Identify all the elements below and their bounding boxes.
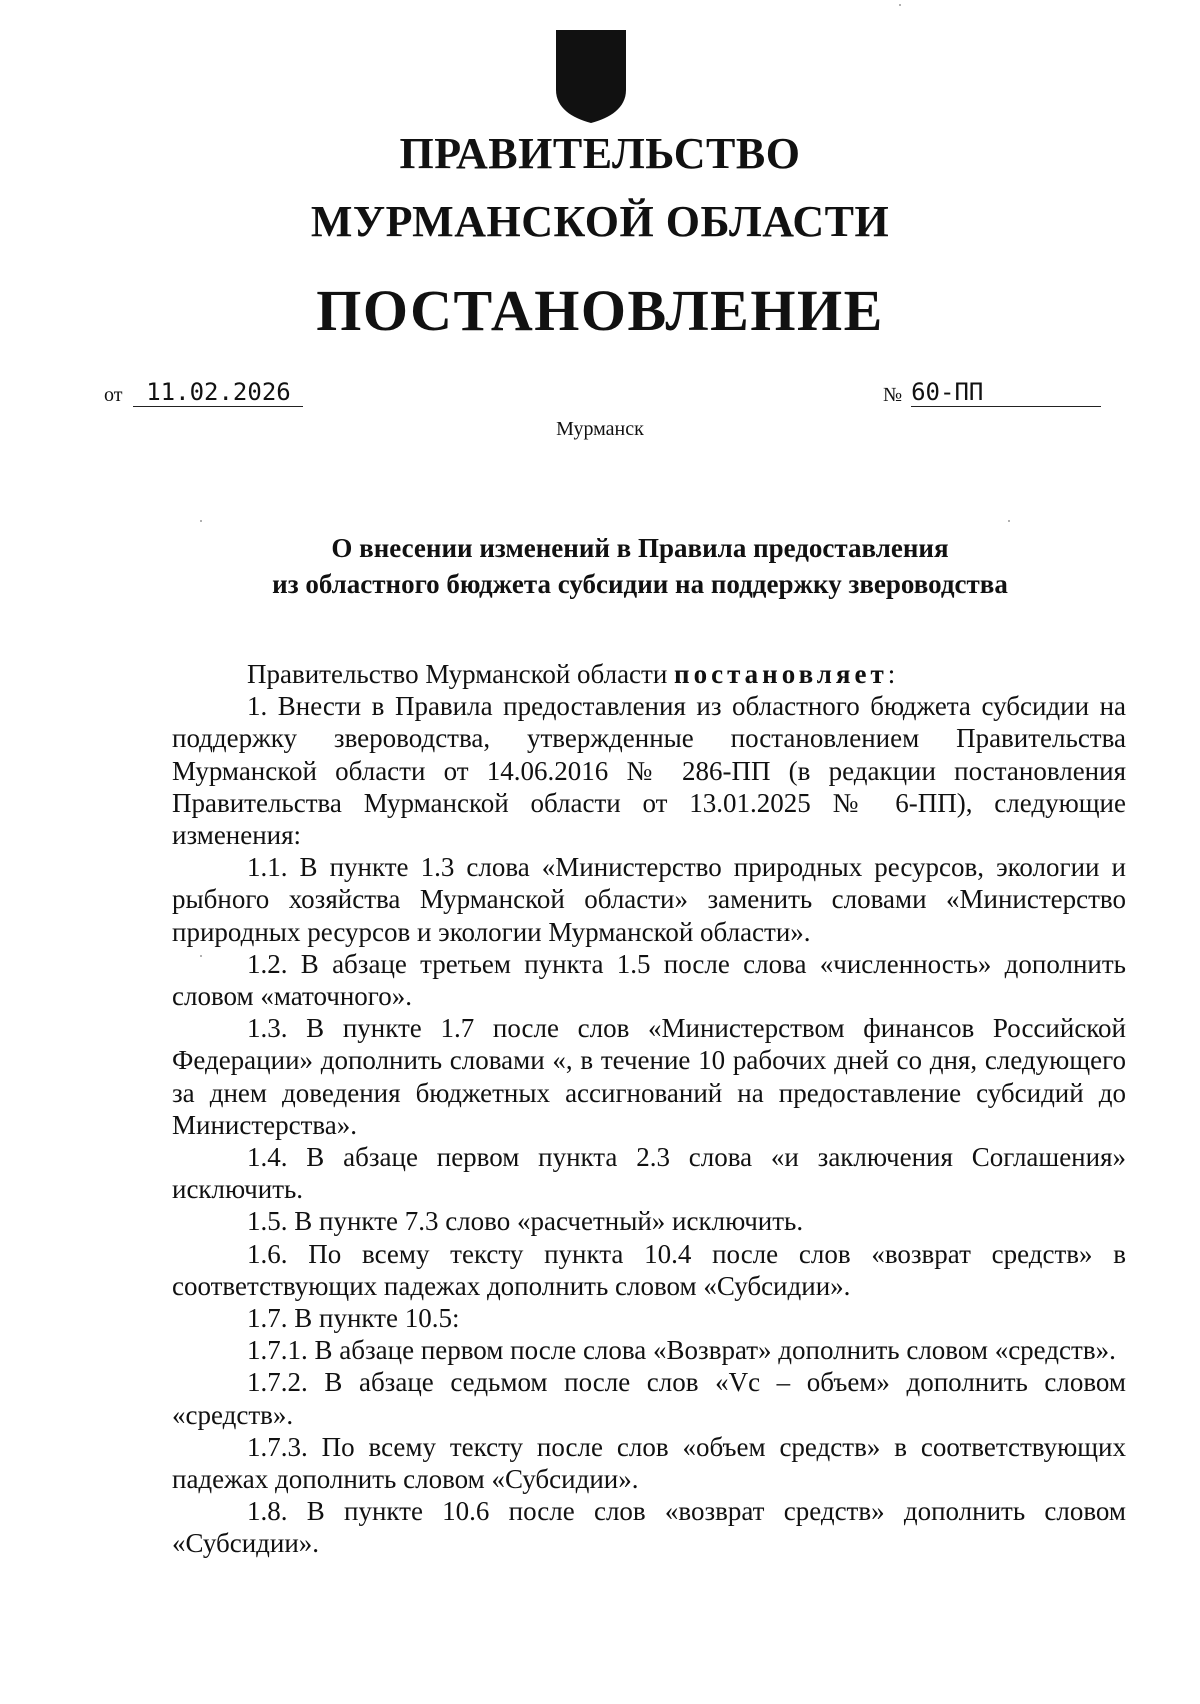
paragraph-1-2: 1.2. В абзаце третьем пункта 1.5 после слова «численность» дополнить словом «маточного». xyxy=(172,948,1126,1012)
paragraph-1-7-1: 1.7.1. В абзаце первом после слова «Возврат» дополнить словом «средств». xyxy=(247,1335,1116,1366)
date-label: от xyxy=(104,384,123,406)
document-subject xyxy=(120,530,1160,602)
paragraph-1-8: 1.8. В пункте 10.6 после слов «возврат средств» дополнить словом «Субсидии». xyxy=(172,1496,1126,1559)
subject-line1: О внесении изменений в Правила предоставления xyxy=(331,533,949,563)
date-value: 11.02.2026 xyxy=(133,378,303,407)
document-body xyxy=(172,658,1126,1560)
paragraph-1-4: 1.4. В абзаце первом пункта 2.3 слова «и заключения Соглашения» исключить. xyxy=(172,1142,1126,1205)
intro-colon: : xyxy=(887,659,896,689)
number-label: № xyxy=(883,384,903,406)
paragraph-1: 1. Внести в Правила предоставления из областного бюджета субсидии на поддержку звероводства, утвержденные постановлением Правительства Мурманской области от 14.06.2016 № 286-ПП (в редакции постановления Правительства Мурманской области от 13.01.2025 № 6-ПП), следующие изменения: xyxy=(172,691,1126,851)
number-field xyxy=(883,378,1101,407)
scan-speck xyxy=(899,4,901,6)
intro-paragraph xyxy=(172,658,1126,690)
scan-speck xyxy=(1008,520,1010,522)
paragraph-1-6: 1.6. По всему тексту пункта 10.4 после слов «возврат средств» в соответствующих падежах дополнить словом «Субсидии». xyxy=(172,1238,1126,1301)
intro-text: Правительство Мурманской области xyxy=(247,659,675,689)
paragraph-1-7-3: 1.7.3. По всему тексту после слов «объем средств» в соответствующих падежах дополнить словом «Субсидии». xyxy=(172,1431,1126,1495)
paragraph-1-7: 1.7. В пункте 10.5: xyxy=(247,1303,460,1334)
number-value: 60-ПП xyxy=(911,378,1101,407)
paragraph-1-1: 1.1. В пункте 1.3 слова «Министерство природных ресурсов, экологии и рыбного хозяйства Мурманской области» заменить словами «Министерство природных ресурсов и экологии Мурманской области». xyxy=(172,852,1126,947)
scan-speck xyxy=(200,520,202,522)
org-name-line1: ПРАВИТЕЛЬСТВО xyxy=(399,129,801,178)
date-field xyxy=(104,378,303,407)
scan-speck xyxy=(200,955,202,957)
intro-keyword: постановляет xyxy=(674,659,888,689)
coat-of-arms-icon xyxy=(552,28,630,124)
document-type: ПОСТАНОВЛЕНИЕ xyxy=(316,278,884,343)
paragraph-1-3: 1.3. В пункте 1.7 после слов «Министерством финансов Российской Федерации» дополнить словами «, в течение 10 рабочих дней со дня, следующего за днем доведения бюджетных ассигнований на предоставление субсидий до Министерства». xyxy=(172,1013,1126,1140)
org-name-line2: МУРМАНСКОЙ ОБЛАСТИ xyxy=(310,197,890,246)
city: Мурманск xyxy=(556,418,644,440)
paragraph-1-7-2: 1.7.2. В абзаце седьмом после слов «Vc – объем» дополнить словом «средств». xyxy=(172,1367,1126,1430)
paragraph-1-5: 1.5. В пункте 7.3 слово «расчетный» исключить. xyxy=(247,1206,804,1237)
subject-line2: из областного бюджета субсидии на поддержку звероводства xyxy=(272,569,1008,599)
